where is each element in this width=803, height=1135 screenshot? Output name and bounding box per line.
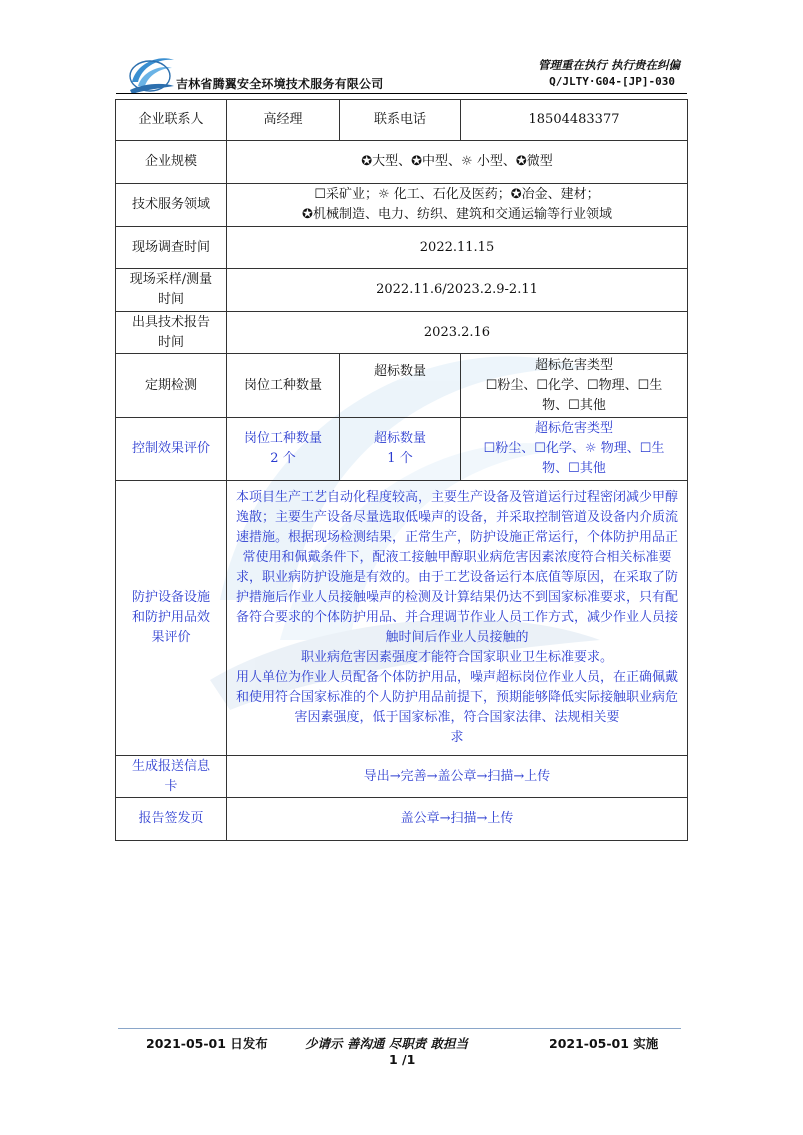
header-slogan: 管理重在执行 执行贵在纠偏 [537, 58, 680, 72]
protection-label-line-1: 防护设备设施 [131, 590, 210, 605]
domain-line-2: ✪机械制造、电力、纺织、建筑和交通运输等行业领域 [302, 207, 612, 222]
control-positions-value: 2 个 [270, 451, 296, 466]
protection-paragraph-1-end: 职业病危害因素强度才能符合国家职业卫生标准要求。 [300, 650, 613, 665]
sampling-label-line-1: 现场采样/测量 [129, 272, 213, 287]
control-positions [227, 418, 340, 481]
report-label-line-2: 时间 [157, 334, 184, 350]
survey-label: 现场调查时间 [116, 227, 227, 269]
control-hazard [461, 418, 688, 481]
periodic-hazard-title: 超标危害类型 [534, 357, 613, 373]
report-label-line-1: 出具技术报告 [131, 314, 210, 330]
footer-divider [118, 1028, 681, 1029]
sign-value: 盖公章→扫描→上传 [227, 798, 688, 841]
periodic-hazard-line-2: 物、☐其他 [542, 397, 606, 413]
sign-label: 报告签发页 [116, 798, 227, 841]
protection-paragraph-2: 用人单位为作业人员配备个体防护用品，噪声超标岗位作业人员，在正确佩戴和使用符合国家标准的个人防护用品前提下，预期能够降低实际接触职业病危害因素强度，低于国家标准，符合国家法律、法规相关要 [235, 670, 678, 725]
control-hazard-line-1: ☐粉尘、☐化学、☼ 物理、☐生 [483, 441, 665, 456]
sampling-value: 2022.11.6/2023.2.9-2.11 [227, 269, 688, 312]
periodic-label: 定期检测 [116, 354, 227, 418]
control-hazard-line-2: 物、☐其他 [542, 461, 606, 476]
row-survey-time [116, 227, 688, 269]
control-exceed-value: 1 个 [387, 451, 413, 466]
control-exceed-label: 超标数量 [373, 431, 426, 446]
header-divider [116, 93, 687, 94]
periodic-hazard [461, 354, 688, 418]
control-exceed [340, 418, 461, 481]
domain-value [227, 184, 688, 227]
submit-value: 导出→完善→盖公章→扫描→上传 [227, 756, 688, 798]
row-report-sign [116, 798, 688, 841]
control-hazard-title: 超标危害类型 [534, 421, 613, 436]
document-number: Q/JLTY·G04-[JP]-030 [549, 75, 675, 88]
protection-label [116, 481, 227, 756]
periodic-positions: 岗位工种数量 [227, 354, 340, 418]
scale-label: 企业规模 [116, 141, 227, 184]
row-scale [116, 141, 688, 184]
footer-effective-date: 2021-05-01 实施 [549, 1036, 659, 1051]
periodic-hazard-line-1: ☐粉尘、☐化学、☐物理、☐生 [485, 377, 663, 393]
row-control-effect [116, 418, 688, 481]
submit-label-line-2: 卡 [164, 778, 178, 794]
protection-label-line-3: 果评价 [151, 630, 191, 645]
footer-motto: 少请示 善沟通 尽职责 敢担当 [305, 1036, 469, 1051]
protection-evaluation-text [227, 481, 688, 756]
sampling-label [116, 269, 227, 312]
row-protection-evaluation [116, 481, 688, 756]
control-positions-label: 岗位工种数量 [243, 431, 322, 446]
contact-value: 高经理 [227, 100, 340, 141]
row-report-time [116, 312, 688, 354]
row-contact [116, 100, 688, 141]
report-value: 2023.2.16 [227, 312, 688, 354]
company-name: 吉林省腾翼安全环境技术服务有限公司 [176, 77, 384, 91]
domain-line-1: ☐采矿业；☼ 化工、石化及医药；✪冶金、建材； [314, 187, 600, 202]
protection-paragraph-1: 本项目生产工艺自动化程度较高，主要生产设备及管道运行过程密闭减少甲醇逸散；主要生产设备尽量选取低噪声的设备，并采取控制管道及设备内介质流速措施。根据现场检测结果，正常生产，防护设施正常运行，个体防护用品正常使用和佩戴条件下，配液工接触甲醇职业病危害因素浓度符合相关标准要求，职业病防护设施是有效的。由于工艺设备运行本底值等原因，在采取了防护措施后作业人员接触噪声的检测及计算结果仍达不到国家标准要求，只有配备符合要求的个体防护用品、并合理调节作业人员工作方式，减少作业人员接触时间后作业人员接触的 [235, 490, 678, 645]
periodic-exceed: 超标数量 [340, 354, 461, 418]
row-submit-info-card [116, 756, 688, 798]
company-logo-icon [128, 52, 176, 94]
report-label [116, 312, 227, 354]
contact-label: 企业联系人 [116, 100, 227, 141]
sampling-label-line-2: 时间 [157, 292, 184, 307]
footer-issue-date: 2021-05-01 日发布 [146, 1036, 268, 1051]
scale-value: ✪大型、✪中型、☼ 小型、✪微型 [227, 141, 688, 184]
protection-paragraph-2-end: 求 [450, 730, 464, 745]
submit-label [116, 756, 227, 798]
protection-label-line-2: 和防护用品效 [131, 610, 210, 625]
survey-value: 2022.11.15 [227, 227, 688, 269]
row-periodic-detection [116, 354, 688, 418]
domain-label: 技术服务领域 [116, 184, 227, 227]
row-sampling-time [116, 269, 688, 312]
control-label: 控制效果评价 [116, 418, 227, 481]
submit-label-line-1: 生成报送信息 [131, 758, 210, 774]
service-info-table [115, 99, 688, 841]
phone-label: 联系电话 [340, 100, 461, 141]
row-domain [116, 184, 688, 227]
page-number: 1 /1 [389, 1052, 416, 1067]
phone-value: 18504483377 [461, 100, 688, 141]
